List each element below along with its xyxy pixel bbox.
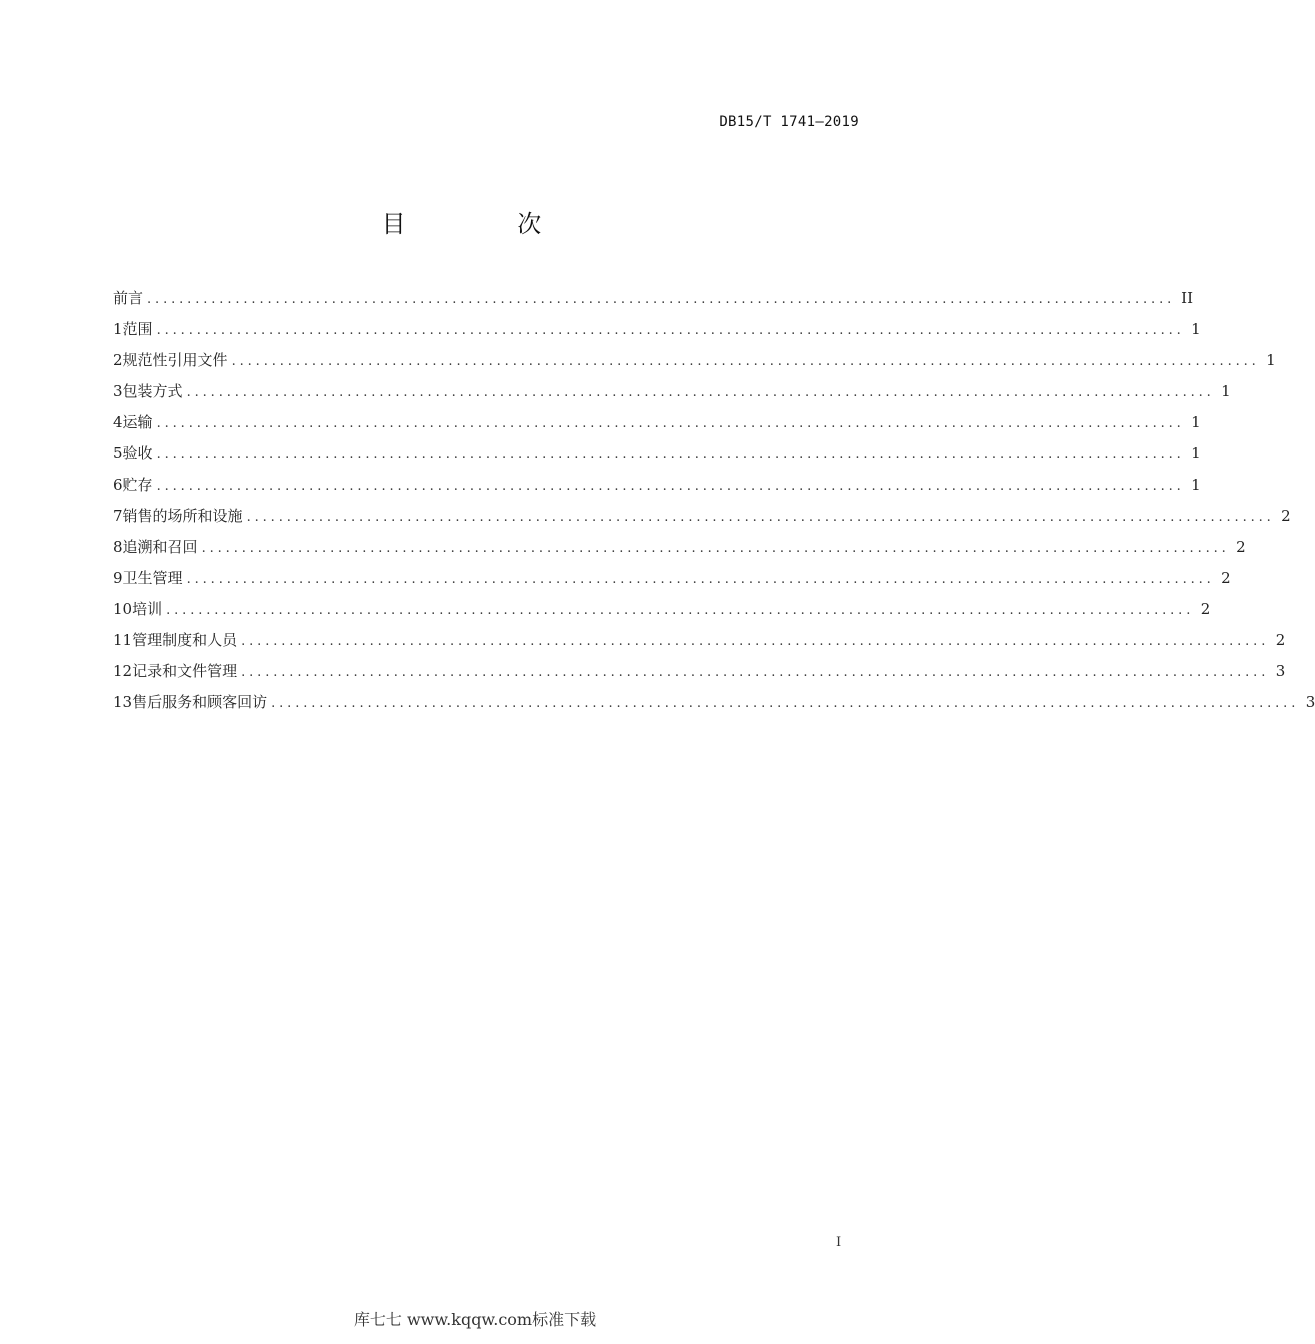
document-code: DB15/T 1741—2019 xyxy=(719,114,859,130)
toc-entry-3[interactable] xyxy=(113,376,1231,407)
toc-entry-number: 5 xyxy=(113,444,123,463)
toc-entry-label: 验收 xyxy=(122,444,153,463)
dot-leader: ................................................................................................................................ xyxy=(166,602,1195,618)
toc-entry-label: 管理制度和人员 xyxy=(132,631,238,650)
dot-leader: ................................................................................................................................ xyxy=(156,416,1185,432)
toc-entry-12[interactable] xyxy=(113,656,1286,687)
toc-entry-label: 规范性引用文件 xyxy=(122,351,228,370)
toc-entry-label: 追溯和召回 xyxy=(122,537,198,556)
watermark-text: 库七七 www.kqqw.com标准下载 xyxy=(353,1310,597,1329)
dot-leader: ................................................................................................................................ xyxy=(246,509,1275,525)
toc-entry-11[interactable] xyxy=(113,625,1286,656)
toc-entry-label: 记录和文件管理 xyxy=(132,662,238,681)
toc-entry-label: 运输 xyxy=(122,413,153,432)
toc-entry-page: 1 xyxy=(1191,413,1201,432)
toc-entry-page: 1 xyxy=(1191,444,1201,463)
toc-entry-page: 2 xyxy=(1221,568,1231,587)
toc-entry-number: 7 xyxy=(113,506,123,525)
toc-entry-number: 3 xyxy=(113,382,123,401)
toc-entry-10[interactable] xyxy=(113,594,1211,625)
toc-entry-label: 销售的场所和设施 xyxy=(122,506,243,525)
toc-entry-number: 6 xyxy=(113,475,123,494)
toc-entry-6[interactable] xyxy=(113,470,1201,501)
toc-entry-13[interactable] xyxy=(113,687,1315,718)
toc-entry-5[interactable] xyxy=(113,438,1201,469)
toc-entry-number: 2 xyxy=(113,351,123,370)
toc-entry-label: 售后服务和顾客回访 xyxy=(132,693,268,712)
toc-entry-number: 10 xyxy=(113,599,133,618)
toc-entry-label: 包装方式 xyxy=(122,382,183,401)
dot-leader: ................................................................................................................................ xyxy=(231,354,1260,370)
toc-entry-9[interactable] xyxy=(113,563,1231,594)
toc-entry-number: 13 xyxy=(113,693,133,712)
toc-entry-number: 4 xyxy=(113,413,123,432)
toc-entry-page: 2 xyxy=(1281,506,1291,525)
page-number: I xyxy=(836,1235,842,1250)
toc-entry-page: II xyxy=(1181,289,1194,307)
dot-leader: ................................................................................................................................ xyxy=(156,478,1185,494)
toc-entry-label: 范围 xyxy=(122,320,153,339)
dot-leader: ................................................................................................................................ xyxy=(156,447,1185,463)
dot-leader: ................................................................................................................................ xyxy=(186,385,1215,401)
toc-entry-label: 卫生管理 xyxy=(122,568,183,587)
dot-leader: ................................................................................................................................ xyxy=(271,696,1300,712)
toc-entry-number: 9 xyxy=(113,568,123,587)
toc-entry-page: 2 xyxy=(1236,537,1246,556)
dot-leader: ................................................................................................................................ xyxy=(201,540,1230,556)
toc-entry-label: 前言 xyxy=(113,289,144,307)
dot-leader: ................................................................................................................................ xyxy=(186,571,1215,587)
dot-leader: ................................................................................................................................ xyxy=(156,323,1185,339)
toc-entry-page: 2 xyxy=(1200,599,1211,618)
toc-entry-label: 培训 xyxy=(132,599,163,618)
table-of-contents xyxy=(113,283,1315,718)
toc-entry-number: 8 xyxy=(113,537,123,556)
toc-entry-2[interactable] xyxy=(113,345,1276,376)
toc-entry-number: 12 xyxy=(113,662,133,681)
toc-entry-page: 1 xyxy=(1266,351,1276,370)
toc-entry-8[interactable] xyxy=(113,532,1246,563)
toc-entry-page: 1 xyxy=(1221,382,1231,401)
toc-entry-number: 1 xyxy=(113,320,123,339)
dot-leader: ................................................................................................................................ xyxy=(241,665,1270,681)
toc-entry-number: 11 xyxy=(113,631,133,650)
page-title: 目 次 xyxy=(381,210,594,238)
toc-entry-label: 贮存 xyxy=(122,475,153,494)
toc-entry-4[interactable] xyxy=(113,407,1201,438)
toc-entry-page: 3 xyxy=(1275,662,1286,681)
toc-entry-foreword[interactable] xyxy=(113,283,1194,314)
toc-entry-page: 2 xyxy=(1275,631,1286,650)
toc-entry-1[interactable] xyxy=(113,314,1201,345)
toc-entry-7[interactable] xyxy=(113,501,1291,532)
dot-leader: ................................................................................................................................ xyxy=(147,292,1176,307)
toc-entry-page: 1 xyxy=(1191,320,1201,339)
toc-entry-page: 1 xyxy=(1191,475,1201,494)
toc-entry-page: 3 xyxy=(1305,693,1315,712)
dot-leader: ................................................................................................................................ xyxy=(241,634,1270,650)
